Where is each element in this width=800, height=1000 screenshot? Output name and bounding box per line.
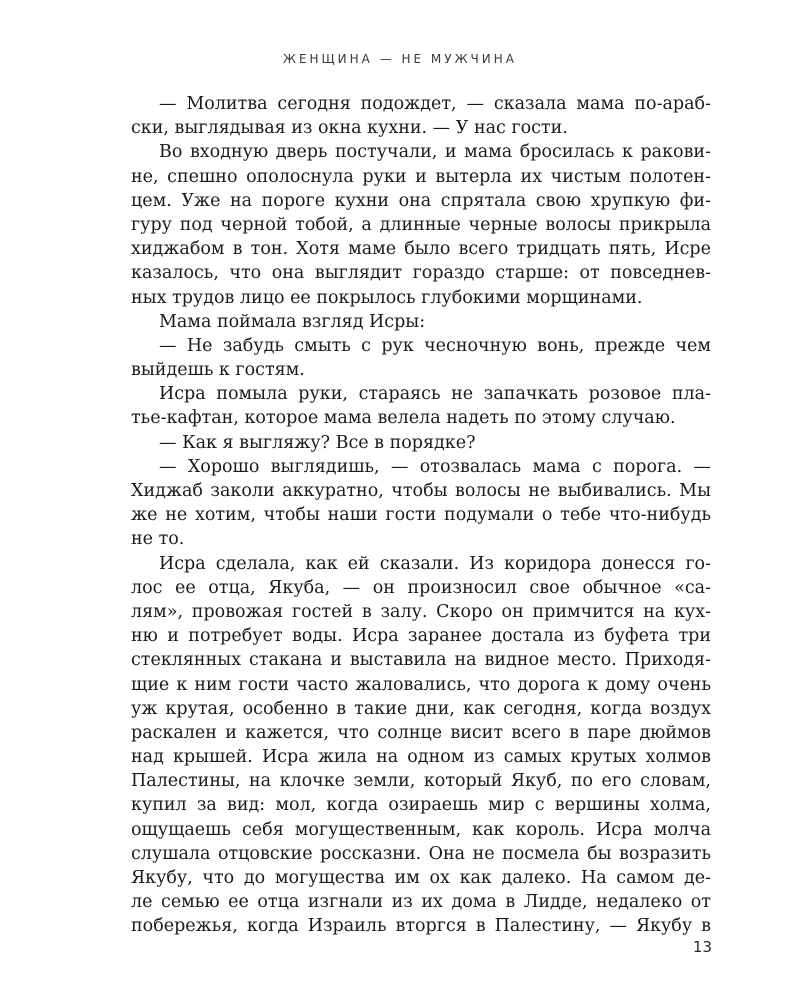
text-line: выйдешь к гостям.	[131, 360, 305, 381]
text-line: — Не забудь смыть с рук чесночную вонь, прежде чем	[159, 335, 711, 356]
text-line: — Молитва сегодня подождет, — сказала мама по-араб-	[159, 94, 711, 114]
text-line: уж крутая, особенно в такие дни, как сегодня, когда воздух	[131, 698, 711, 719]
text-line: лос ее отца, Якуба, — он произносил свое обычное «са-	[131, 577, 711, 598]
text-line: — Как я выгляжу? Все в порядке?	[159, 432, 476, 453]
text-line: щие к ним гости часто жаловались, что дорога к дому очень	[131, 674, 711, 695]
text-line: казалось, что она выглядит гораздо старше: от повседнев-	[131, 263, 711, 284]
text-line: не, спешно ополоснула руки и вытерла их чистым полотен-	[131, 166, 711, 187]
text-line: Палестины, на клочке земли, который Якуб, по его словам,	[131, 771, 711, 792]
running-head: ЖЕНЩИНА — НЕ МУЖЧИНА	[283, 52, 517, 66]
text-line: ню и потребует воды. Исра заранее достала из буфета три	[131, 626, 711, 647]
text-line: ле семью ее отца изгнали из их дома в Лидде, недалеко от	[131, 892, 711, 913]
text-line: раскален и кажется, что солнце висит всего в паре дюймов	[131, 722, 711, 743]
text-line: ных трудов лицо ее покрылось глубокими морщинами.	[131, 287, 643, 308]
text-line: Якубу, что до могущества им ох как далеко. На самом де-	[131, 868, 711, 888]
text-line: над крышей. Исра жила на одном из самых крутых холмов	[131, 747, 711, 768]
text-line: ощущаешь себя могущественным, как король. Исра молча	[131, 819, 711, 840]
text-line: цем. Уже на пороге кухни она спрятала свою хрупкую фи-	[131, 190, 711, 211]
text-line: Хиджаб заколи аккуратно, чтобы волосы не выбивались. Мы	[131, 481, 711, 501]
text-line: Мама поймала взгляд Исры:	[159, 311, 426, 332]
text-line: не то.	[131, 529, 185, 550]
text-line: купил за вид: мол, когда озираешь мир с вершины холма,	[131, 795, 711, 816]
text-line: побережья, когда Израиль вторгся в Палестину, — Якубу в	[131, 916, 711, 937]
text-line: ски, выглядывая из окна кухни. — У нас гости.	[131, 118, 568, 139]
body-text	[131, 92, 711, 939]
text-line: Во входную дверь постучали, и мама бросилась к ракови-	[159, 142, 711, 163]
text-line: лям», провожая гостей в залу. Скоро он примчится на кух-	[131, 601, 711, 622]
text-line: гуру под черной тобой, а длинные черные волосы прикрыла	[131, 214, 711, 235]
text-line: — Хорошо выглядишь, — отозвалась мама с порога. —	[159, 456, 711, 477]
text-line: хиджабом в тон. Хотя маме было всего тридцать пять, Исре	[131, 239, 711, 260]
text-line: слушала отцовские россказни. Она не посмела бы возразить	[131, 843, 711, 864]
text-line: же не хотим, чтобы наши гости подумали о тебе что-нибудь	[131, 505, 711, 526]
text-line: Исра сделала, как ей сказали. Из коридора донесся го-	[159, 553, 711, 574]
text-line: Исра помыла руки, стараясь не запачкать розовое пла-	[159, 384, 711, 405]
text-line: стеклянных стакана и выставила на видное место. Приходя-	[131, 650, 711, 671]
text-line: тье-кафтан, которое мама велела надеть по этому случаю.	[131, 408, 676, 429]
page-number: 13	[692, 938, 712, 956]
